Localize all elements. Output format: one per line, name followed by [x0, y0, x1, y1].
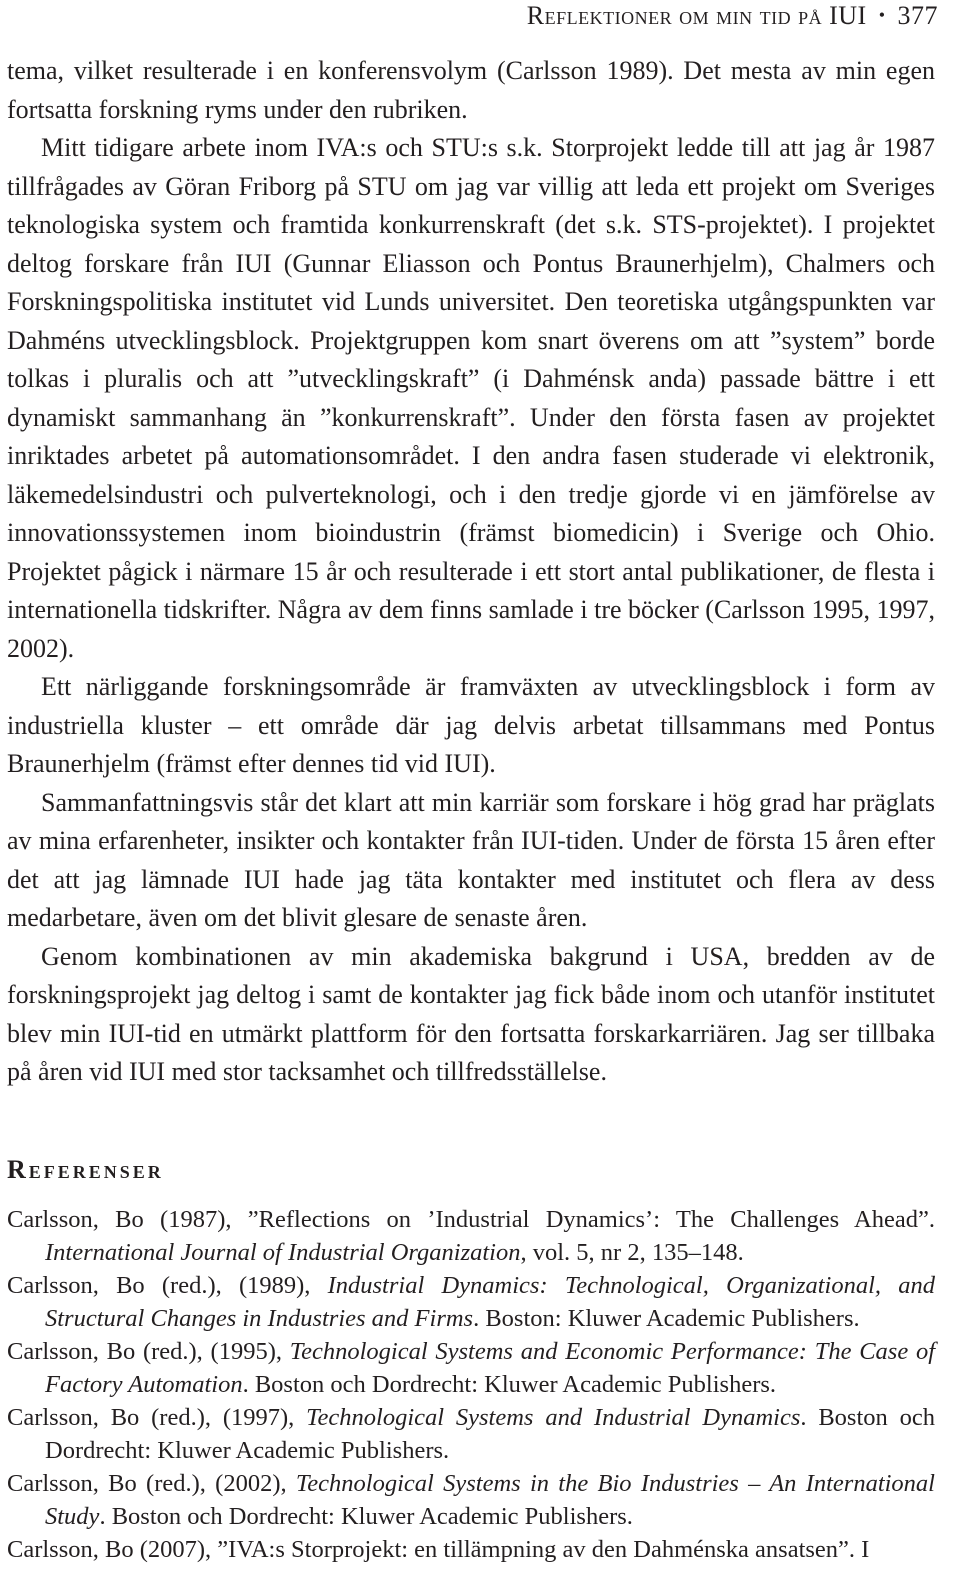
- reference-text: . Boston och Dordrecht: Kluwer Academic Publishers.: [99, 1503, 633, 1530]
- reference-title: Technological Systems in the Bio Industries – An International Study: [45, 1470, 935, 1530]
- running-head-title: Reflektioner om min tid på IUI: [526, 1, 867, 30]
- reference-title: International Journal of Industrial Organization: [45, 1239, 521, 1266]
- paragraph: Genom kombinationen av min akademiska bakgrund i USA, bredden av de forskningsprojekt jag deltog i samt de kontakter jag fick både inom och utanför institutet blev min IUI-tid en utmärkt plattform för den fortsatta forskarkarriären. Jag ser tillbaka på åren vid IUI med stor tacksamhet och tillfredsställelse.: [7, 941, 935, 1086]
- reference-item: [7, 1203, 935, 1269]
- reference-text: Carlsson, Bo (2007), ”IVA:s Storprojekt: en tillämpning av den Dahménska ansatsen”. I: [7, 1536, 870, 1563]
- reference-item: [7, 1533, 935, 1566]
- page-number: 377: [897, 1, 938, 30]
- references-list: [7, 1203, 935, 1566]
- reference-item: [7, 1401, 935, 1467]
- paragraph: Ett närliggande forskningsområde är framväxten av utvecklingsblock i form av industriella kluster – ett område där jag delvis arbetat tillsammans med Pontus Braunerhjelm (främst efter dennes tid vid IUI).: [7, 672, 935, 778]
- bullet-icon: •: [878, 5, 886, 25]
- reference-item: [7, 1335, 935, 1401]
- paragraph: Sammanfattningsvis står det klart att min karriär som forskare i hög grad har präglats av mina erfarenheter, insikter och kontakter från IUI-tiden. Under de första 15 åren efter det att jag lämnade IUI hade jag täta kontakter med institutet och flera av dess medarbetare, även om det blivit glesare de senaste åren.: [7, 787, 935, 932]
- reference-text: Carlsson, Bo (red.), (1989),: [7, 1272, 328, 1299]
- reference-text: Carlsson, Bo (red.), (2002),: [7, 1470, 296, 1497]
- body-text: [7, 52, 935, 1092]
- reference-text: . Boston: Kluwer Academic Publishers.: [473, 1305, 860, 1332]
- reference-text: . Boston och Dordrecht: Kluwer Academic Publishers.: [45, 1404, 935, 1464]
- reference-text: Carlsson, Bo (1987), ”Reflections on ’Industrial Dynamics’: The Challenges Ahead”.: [7, 1206, 935, 1233]
- reference-text: Carlsson, Bo (red.), (1997),: [7, 1404, 307, 1431]
- references-heading: Referenser: [7, 1155, 164, 1184]
- reference-title: Technological Systems and Economic Performance: The Case of Factory Automation: [45, 1338, 935, 1398]
- reference-text: Carlsson, Bo (red.), (1995),: [7, 1338, 290, 1365]
- reference-title: Technological Systems and Industrial Dynamics: [306, 1404, 801, 1431]
- running-head: [527, 0, 938, 30]
- paragraph: Mitt tidigare arbete inom IVA:s och STU:s s.k. Storprojekt ledde till att jag år 1987 tillfrågades av Göran Friborg på STU om jag var villig att leda ett projekt om Sveriges teknologiska system och framtida konkurrenskraft (det s.k. STS-projektet). I projektet deltog forskare från IUI (Gunnar Eliasson och Pontus Braunerhjelm), Chalmers och Forskningspolitiska institutet vid Lunds universitet. Den teoretiska utgångspunkten var Dahméns utvecklingsblock. Projektgruppen kom snart överens om att ”system” borde tolkas i pluralis och att ”utvecklingskraft” (i Dahménsk anda) passade bättre i ett dynamiskt sammanhang än ”konkurrenskraft”. Under den första fasen av projektet inriktades arbetet på automationsområdet. I den andra fasen studerade vi elektronik, läkemedelsindustri och pulverteknologi, och i den tredje gjorde vi en jämförelse av innovationssystemen inom bioindustrin (främst biomedicin) i Sverige och Ohio. Projektet pågick i närmare 15 år och resulterade i ett stort antal publikationer, de flesta i internationella tidskrifter. Några av dem finns samlade i tre böcker (Carlsson 1995, 1997, 2002).: [7, 133, 935, 663]
- paragraph: tema, vilket resulterade i en konferensvolym (Carlsson 1989). Det mesta av min egen fortsatta forskning ryms under den rubriken.: [7, 56, 935, 124]
- reference-item: [7, 1269, 935, 1335]
- reference-title: Industrial Dynamics: Technological, Organizational, and Structural Changes in Industries and Firms: [45, 1272, 935, 1332]
- reference-text: , vol. 5, nr 2, 135–148.: [520, 1239, 744, 1266]
- reference-item: [7, 1467, 935, 1533]
- reference-text: . Boston och Dordrecht: Kluwer Academic Publishers.: [242, 1371, 777, 1398]
